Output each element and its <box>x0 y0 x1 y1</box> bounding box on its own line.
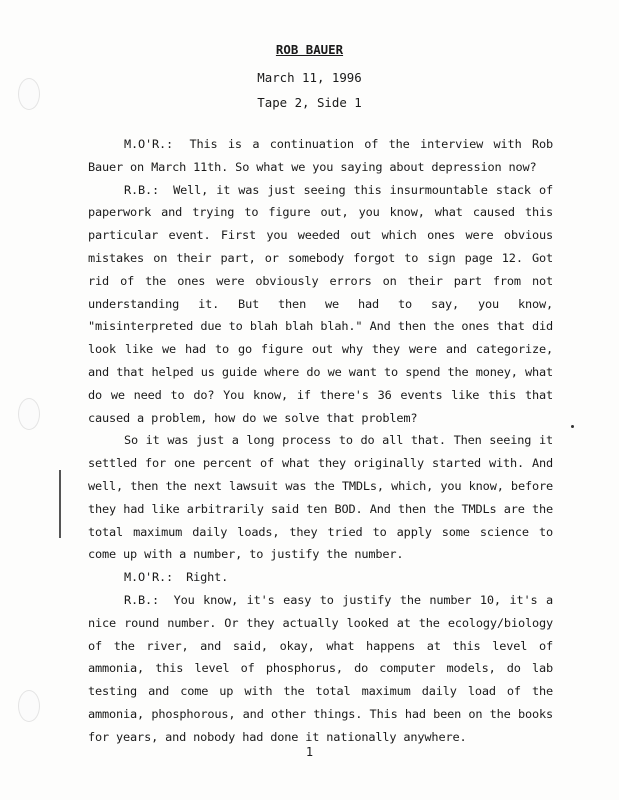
speaker-label: R.B.: <box>124 182 160 197</box>
paragraph-text: Right. <box>186 570 229 585</box>
punch-hole-mark <box>18 690 40 722</box>
paragraph-text: You know, it's easy to justify the number 10, it's a nice round number. Or they actually looked at the ecology/biology of the river, and said, okay, what happens at this level of ammonia, this level of phosphorus, do computer models, do lab testing and come up with the total maximum daily load of the ammonia, phosphorous, and other things. This had been on the books for years, and nobody had done it nationally anywhere. <box>88 592 553 744</box>
paragraph-text: Well, it was just seeing this insurmountable stack of paperwork and trying to figure out, you know, what caused this particular event. First you weeded out which ones were obvious mistakes on their part, or somebody forgot to sign page 12. Got rid of the ones were obviously errors on their part from not understanding it. But then we had to say, you know, "misinterpreted due to blah blah blah." And then the ones that did look like we had to go figure out why they were and categorize, and that helped us guide where do we want to spend the money, what do we need to do? You know, if there's 36 events like this that caused a problem, how do we solve that problem? <box>88 182 553 425</box>
transcript-paragraph <box>88 133 553 179</box>
interviewee-name: ROB BAUER <box>275 42 344 57</box>
transcript-paragraph <box>88 179 553 430</box>
tape-side: Tape 2, Side 1 <box>257 95 362 110</box>
punch-hole-mark <box>18 398 40 430</box>
speaker-label: R.B.: <box>124 592 160 607</box>
interview-date: March 11, 1996 <box>257 70 362 85</box>
margin-bar-mark <box>59 470 61 538</box>
speaker-label: M.O'R.: <box>124 570 174 585</box>
paragraph-text: This is a continuation of the interview with Rob Bauer on March 11th. So what we you saying about depression now? <box>88 137 554 174</box>
stray-ink-mark <box>571 425 574 428</box>
transcript-paragraph <box>88 589 553 749</box>
paragraph-text: So it was just a long process to do all that. Then seeing it settled for one percent of what they originally started with. And well, then the next lawsuit was the TMDLs, which, you know, before they had like arbitrarily said ten BOD. And then the TMDLs are the total maximum daily loads, they tried to apply some science to come up with a number, to justify the number. <box>88 433 553 562</box>
speaker-label: M.O'R.: <box>124 137 174 151</box>
transcript-paragraph <box>88 566 553 589</box>
transcript-paragraph <box>88 429 553 566</box>
transcript-body <box>88 133 553 749</box>
page-number: 1 <box>305 745 314 759</box>
